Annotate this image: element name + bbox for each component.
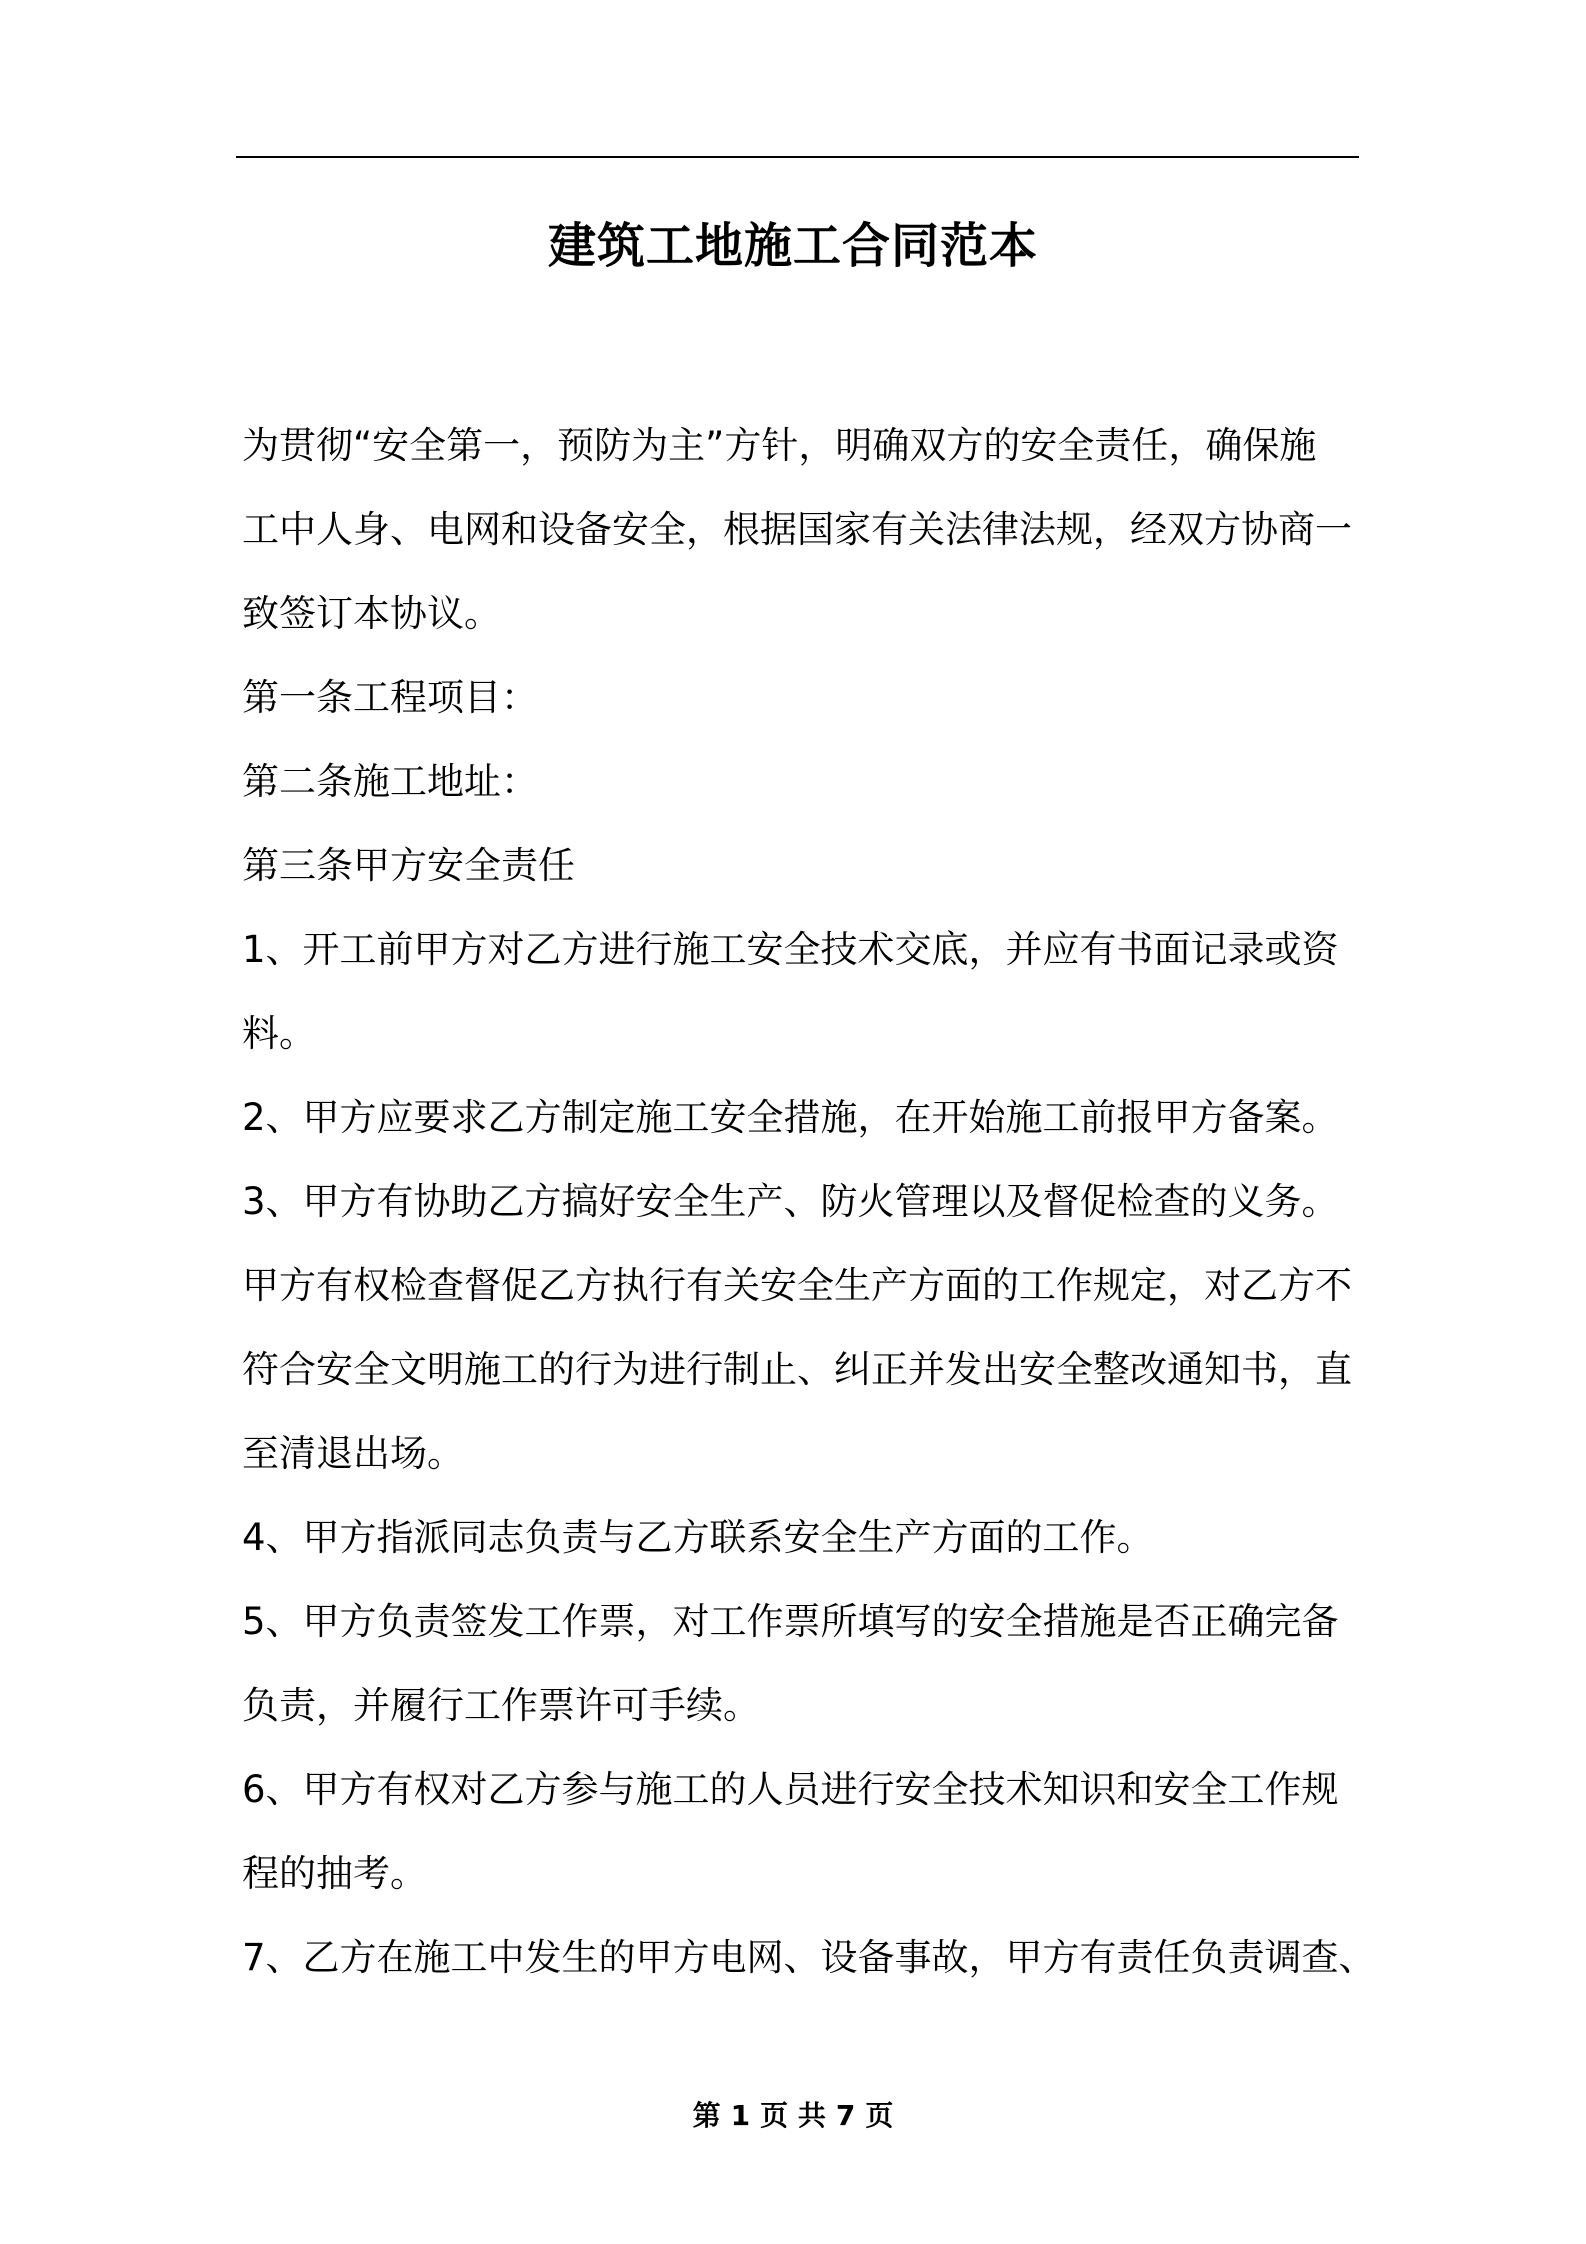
article-heading: 第二条施工地址： — [242, 760, 538, 803]
body-line: 符合安全文明施工的行为进行制止、纠正并发出安全整改通知书，直 — [242, 1348, 1352, 1391]
body-line: 致签订本协议。 — [242, 592, 501, 635]
body-line: 为贯彻“安全第一，预防为主”方针，明确双方的安全责任，确保施 — [242, 424, 1317, 467]
header-rule — [236, 156, 1359, 158]
body-line: 料。 — [242, 1012, 316, 1055]
page-prefix: 第 — [692, 2099, 721, 2132]
page-mid: 页 共 — [760, 2099, 826, 2132]
body-line: 甲方有权检查督促乙方执行有关安全生产方面的工作规定，对乙方不 — [242, 1264, 1352, 1307]
body-line: 3、甲方有协助乙方搞好安全生产、防火管理以及督促检查的义务。 — [242, 1180, 1339, 1223]
total-pages-number: 7 — [835, 2099, 856, 2132]
body-line: 6、甲方有权对乙方参与施工的人员进行安全技术知识和安全工作规 — [242, 1768, 1339, 1811]
current-page-number: 1 — [730, 2099, 751, 2132]
article-heading: 第三条甲方安全责任 — [242, 844, 575, 887]
page-footer — [0, 2096, 1586, 2136]
body-line: 7、乙方在施工中发生的甲方电网、设备事故，甲方有责任负责调查、 — [242, 1936, 1376, 1979]
body-line: 5、甲方负责签发工作票，对工作票所填写的安全措施是否正确完备 — [242, 1600, 1339, 1643]
document-title: 建筑工地施工合同范本 — [547, 218, 1038, 274]
body-line: 1、开工前甲方对乙方进行施工安全技术交底，并应有书面记录或资 — [242, 928, 1339, 971]
document-body — [242, 404, 1376, 2000]
page-suffix: 页 — [865, 2099, 894, 2132]
body-line: 至清退出场。 — [242, 1432, 464, 1475]
body-line: 2、甲方应要求乙方制定施工安全措施，在开始施工前报甲方备案。 — [242, 1096, 1339, 1139]
body-line: 工中人身、电网和设备安全，根据国家有关法律法规，经双方协商一 — [242, 508, 1352, 551]
body-line: 4、甲方指派同志负责与乙方联系安全生产方面的工作。 — [242, 1516, 1154, 1559]
article-heading: 第一条工程项目： — [242, 676, 538, 719]
body-line: 程的抽考。 — [242, 1852, 427, 1895]
body-line: 负责，并履行工作票许可手续。 — [242, 1684, 760, 1727]
